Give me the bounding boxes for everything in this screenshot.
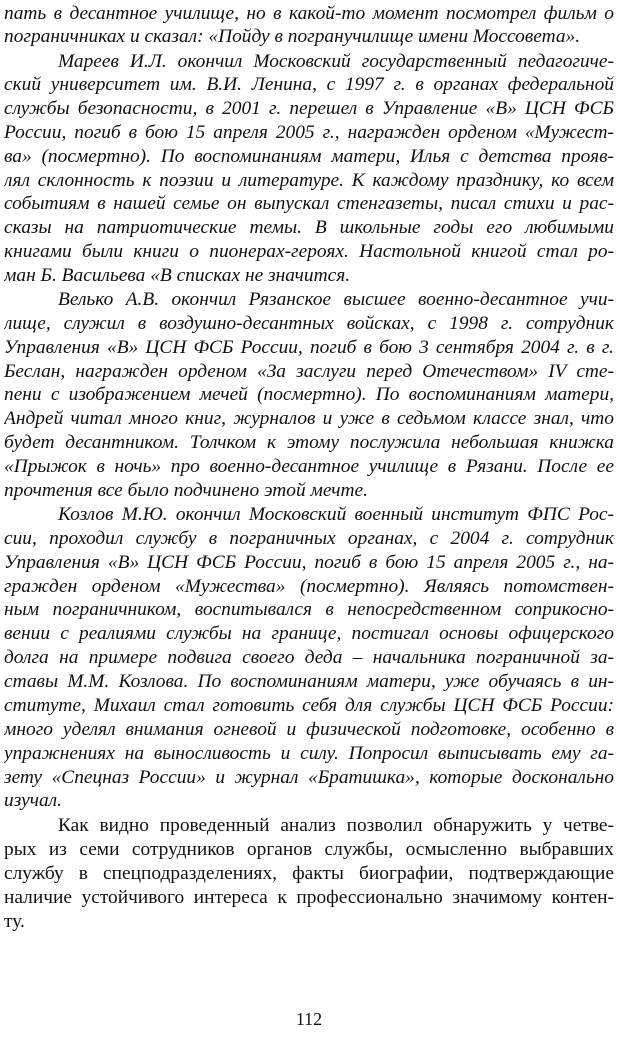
- text-line: Управления «В» ЦСН ФСБ России, погиб в бою 3 сентября 2004 г. в г.: [4, 337, 614, 358]
- text-line: зету «Спецназ России» и журнал «Братишка», которые досконально: [4, 767, 614, 788]
- text-line: прочтения все было подчинено этой мечте.: [4, 480, 368, 501]
- text-line: вении с реалиями службы на границе, постигал основы офицерского: [4, 623, 614, 644]
- text-line: ва» (посмертно). По воспоминаниям матери, Илья с детства прояв-: [4, 146, 614, 167]
- text-line: лял склонность к поэзии и литературе. К каждому празднику, ко всем: [4, 170, 614, 191]
- text-line: много уделял внимания огневой и физической подготовке, особенно в: [4, 719, 614, 740]
- text-line: Управления «В» ЦСН ФСБ России, погиб в бою 15 апреля 2005 г., на-: [4, 552, 614, 573]
- text-line: ституте, Михаил стал готовить себя для службы ЦСН ФСБ России:: [4, 695, 614, 716]
- text-line: ставы М.М. Козлова. По воспоминаниям матери, уже обучаясь в ин-: [4, 671, 614, 692]
- text-line: службу в спецподразделениях, факты биографии, подтверждающие: [4, 863, 614, 884]
- text-line: сии, проходил службу в пограничных органах, с 2004 г. сотрудник: [4, 528, 614, 549]
- document-page: [4, 0, 614, 1052]
- text-line: лище, служил в воздушно-десантных войсках, с 1998 г. сотрудник: [4, 313, 614, 334]
- text-line: сказы на патриотические темы. В школьные годы его любимыми: [4, 217, 614, 238]
- text-line: пать в десантное училище, но в какой-то момент посмотрел фильм о: [4, 3, 614, 24]
- text-line: пограничниках и сказал: «Пойду в погранучилище имени Моссовета».: [4, 26, 581, 47]
- text-line: ский университет им. В.И. Ленина, с 1997 г. в органах федеральной: [4, 74, 614, 95]
- paragraph-first-line: Как видно проведенный анализ позволил обнаружить у четве-: [58, 815, 614, 836]
- text-line: «Прыжок в ночь» про военно-десантное училище в Рязани. После ее: [4, 456, 614, 477]
- text-line: книгами были книги о пионерах-героях. Настольной книгой стал ро-: [4, 241, 614, 262]
- text-line: пени с изображением мечей (посмертно). По воспоминаниям матери,: [4, 384, 614, 405]
- text-line: будет десантником. Толчком к этому послужила небольшая книжка: [4, 432, 614, 453]
- text-line: Беслан, награжден орденом «За заслуги перед Отечеством» IV сте-: [4, 361, 614, 382]
- text-line: гражден орденом «Мужества» (посмертно). Являясь потомствен-: [4, 576, 614, 597]
- text-line: службы безопасности, в 2001 г. перешел в Управление «В» ЦСН ФСБ: [4, 98, 614, 119]
- paragraph-first-line: Мареев И.Л. окончил Московский государственный педагогиче-: [58, 51, 614, 72]
- text-line: изучал.: [4, 790, 62, 811]
- paragraph-first-line: Козлов М.Ю. окончил Московский военный институт ФПС Рос-: [58, 504, 614, 525]
- text-line: Андрей читал много книг, журналов и уже в седьмом классе знал, что: [4, 408, 614, 429]
- text-line: упражнениях на выносливость и силу. Попросил выписывать ему га-: [4, 743, 614, 764]
- text-line: наличие устойчивого интереса к профессионально значимому контен-: [4, 887, 614, 908]
- text-line: долга на примере подвига своего деда – начальника пограничной за-: [4, 647, 614, 668]
- paragraph-first-line: Велько А.В. окончил Рязанское высшее военно-десантное учи-: [58, 289, 614, 310]
- text-line: ман Б. Васильева «В списках не значится.: [4, 265, 351, 286]
- text-line: ным пограничником, воспитывался в непосредственном соприкосно-: [4, 599, 614, 620]
- page-number: 112: [295, 1009, 323, 1029]
- text-line: событиям в нашей семье он выпускал стенгазеты, писал стихи и рас-: [4, 193, 614, 214]
- text-line: ту.: [4, 911, 25, 932]
- text-line: рых из семи сотрудников органов службы, осмысленно выбравших: [4, 839, 614, 860]
- text-line: России, погиб в бою 15 апреля 2005 г., награжден орденом «Мужест-: [4, 122, 614, 143]
